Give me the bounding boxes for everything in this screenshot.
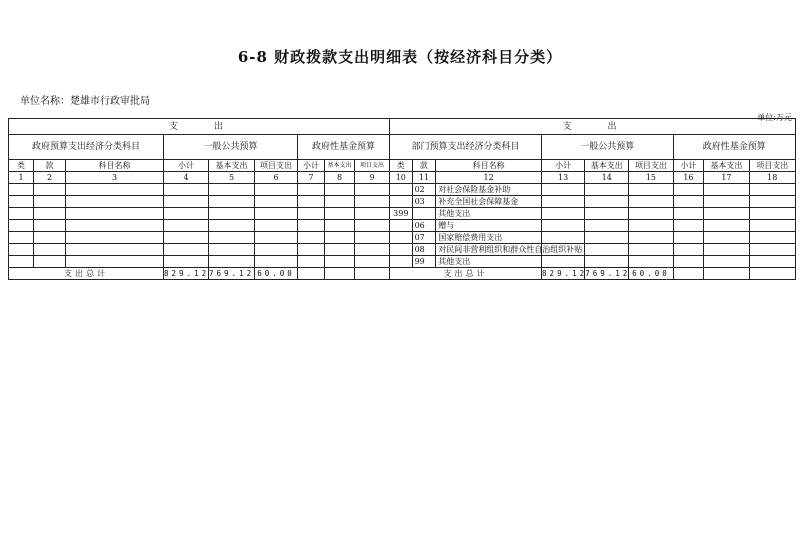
row-subtotal bbox=[542, 256, 585, 268]
empty-cell bbox=[255, 232, 298, 244]
row-kuan: 07 bbox=[412, 232, 436, 244]
left-total-fund-basic bbox=[325, 268, 355, 280]
empty-cell bbox=[209, 244, 255, 256]
row-fund-project bbox=[749, 220, 795, 232]
col-number: 13 bbox=[542, 172, 585, 184]
left-col-subtotal2: 小计 bbox=[298, 160, 325, 172]
left-total-project: 60.00 bbox=[255, 268, 298, 280]
row-name: 补充全国社会保障基金 bbox=[436, 196, 542, 208]
table-row bbox=[9, 184, 390, 196]
empty-cell bbox=[325, 244, 355, 256]
empty-cell bbox=[209, 196, 255, 208]
empty-cell bbox=[164, 196, 209, 208]
table-row bbox=[9, 208, 390, 220]
left-total-label: 支出总计 bbox=[9, 268, 164, 280]
row-basic bbox=[585, 256, 629, 268]
table-row bbox=[390, 256, 796, 268]
empty-cell bbox=[355, 220, 390, 232]
left-total-row bbox=[9, 268, 390, 280]
right-col-subtotal2: 小计 bbox=[673, 160, 704, 172]
row-fund-basic bbox=[704, 256, 749, 268]
empty-cell bbox=[9, 196, 34, 208]
empty-cell bbox=[9, 220, 34, 232]
row-fund-basic bbox=[704, 244, 749, 256]
row-name: 对民间非营利组织和群众性自治组织补贴 bbox=[436, 244, 542, 256]
empty-cell bbox=[209, 220, 255, 232]
empty-cell bbox=[209, 256, 255, 268]
right-col-name: 科目名称 bbox=[436, 160, 542, 172]
row-name: 其他支出 bbox=[436, 208, 542, 220]
empty-cell bbox=[66, 256, 164, 268]
col-number: 7 bbox=[298, 172, 325, 184]
right-col-number-row bbox=[390, 172, 796, 184]
table-row bbox=[390, 184, 796, 196]
right-total-row bbox=[390, 268, 796, 280]
row-kuan: 08 bbox=[412, 244, 436, 256]
left-col-number-row bbox=[9, 172, 390, 184]
right-col-lei: 类 bbox=[390, 160, 413, 172]
table-row bbox=[9, 220, 390, 232]
empty-cell bbox=[164, 244, 209, 256]
row-fund-subtotal bbox=[673, 184, 704, 196]
right-expenditure-table bbox=[389, 118, 796, 280]
row-subtotal bbox=[542, 208, 585, 220]
left-data-rows bbox=[9, 184, 390, 268]
row-kuan: 03 bbox=[412, 196, 436, 208]
empty-cell bbox=[66, 184, 164, 196]
empty-cell bbox=[9, 256, 34, 268]
empty-cell bbox=[164, 220, 209, 232]
col-number: 3 bbox=[66, 172, 164, 184]
row-subtotal bbox=[542, 196, 585, 208]
row-fund-project bbox=[749, 256, 795, 268]
empty-cell bbox=[325, 208, 355, 220]
empty-cell bbox=[9, 184, 34, 196]
row-fund-basic bbox=[704, 184, 749, 196]
table-row bbox=[9, 244, 390, 256]
row-basic bbox=[585, 208, 629, 220]
row-project bbox=[629, 220, 673, 232]
empty-cell bbox=[298, 220, 325, 232]
col-number: 14 bbox=[585, 172, 629, 184]
unit-name-label: 单位名称：楚雄市行政审批局 bbox=[20, 96, 150, 107]
col-number: 1 bbox=[9, 172, 34, 184]
row-fund-project bbox=[749, 208, 795, 220]
row-lei bbox=[390, 232, 413, 244]
table-row bbox=[390, 232, 796, 244]
right-data-rows bbox=[390, 184, 796, 268]
right-general-budget-header: 一般公共预算 bbox=[542, 135, 673, 160]
row-fund-project bbox=[749, 232, 795, 244]
empty-cell bbox=[355, 184, 390, 196]
col-number: 12 bbox=[436, 172, 542, 184]
left-total-basic: 769.12 bbox=[209, 268, 255, 278]
table-row bbox=[390, 196, 796, 208]
empty-cell bbox=[325, 232, 355, 244]
empty-cell bbox=[255, 184, 298, 196]
col-number: 17 bbox=[704, 172, 749, 184]
right-col-subtotal: 小计 bbox=[542, 160, 585, 172]
row-subtotal bbox=[542, 220, 585, 232]
left-col-project2: 项目支出 bbox=[355, 160, 390, 172]
row-lei bbox=[390, 244, 413, 256]
empty-cell bbox=[66, 220, 164, 232]
left-fund-budget-header: 政府性基金预算 bbox=[298, 135, 390, 160]
empty-cell bbox=[298, 256, 325, 268]
empty-cell bbox=[355, 256, 390, 268]
row-fund-subtotal bbox=[673, 196, 704, 208]
empty-cell bbox=[325, 220, 355, 232]
empty-cell bbox=[34, 244, 66, 256]
empty-cell bbox=[255, 244, 298, 256]
empty-cell bbox=[325, 184, 355, 196]
empty-cell bbox=[34, 208, 66, 220]
empty-cell bbox=[66, 244, 164, 256]
left-total-fund-subtotal bbox=[298, 268, 325, 280]
empty-cell bbox=[298, 208, 325, 220]
row-fund-subtotal bbox=[673, 244, 704, 256]
empty-cell bbox=[355, 244, 390, 256]
empty-cell bbox=[34, 220, 66, 232]
col-number: 15 bbox=[629, 172, 673, 184]
col-number: 16 bbox=[673, 172, 704, 184]
row-fund-subtotal bbox=[673, 220, 704, 232]
row-fund-subtotal bbox=[673, 256, 704, 268]
empty-cell bbox=[164, 208, 209, 220]
row-name: 赠与 bbox=[436, 220, 542, 232]
empty-cell bbox=[298, 196, 325, 208]
table-row bbox=[9, 232, 390, 244]
col-number: 5 bbox=[209, 172, 255, 184]
right-col-project: 项目支出 bbox=[629, 160, 673, 172]
row-project bbox=[629, 244, 673, 256]
empty-cell bbox=[255, 208, 298, 220]
right-dept-classification-header: 部门预算支出经济分类科目 bbox=[390, 135, 542, 160]
row-name: 国家赔偿费用支出 bbox=[436, 232, 542, 244]
right-fund-budget-header: 政府性基金预算 bbox=[673, 135, 795, 160]
empty-cell bbox=[325, 196, 355, 208]
col-number: 4 bbox=[164, 172, 209, 184]
empty-cell bbox=[164, 256, 209, 268]
empty-cell bbox=[298, 184, 325, 196]
right-col-kuan: 款 bbox=[412, 160, 436, 172]
empty-cell bbox=[255, 196, 298, 208]
empty-cell bbox=[9, 232, 34, 244]
col-number: 9 bbox=[355, 172, 390, 184]
right-total-fund-subtotal bbox=[673, 268, 704, 280]
empty-cell bbox=[355, 196, 390, 208]
col-number: 11 bbox=[412, 172, 436, 184]
empty-cell bbox=[209, 184, 255, 196]
row-kuan: 99 bbox=[412, 256, 436, 268]
table-row bbox=[390, 208, 796, 220]
col-number: 6 bbox=[255, 172, 298, 184]
empty-cell bbox=[255, 220, 298, 232]
row-kuan: 02 bbox=[412, 184, 436, 196]
row-project bbox=[629, 196, 673, 208]
row-fund-project bbox=[749, 196, 795, 208]
money-unit-label: 单位:万元 bbox=[757, 113, 792, 122]
row-name: 对社会保险基金补助 bbox=[436, 184, 542, 196]
row-kuan bbox=[412, 208, 436, 220]
table-row bbox=[9, 256, 390, 268]
empty-cell bbox=[298, 232, 325, 244]
row-fund-project bbox=[749, 184, 795, 196]
col-number: 10 bbox=[390, 172, 413, 184]
page-title: 6-8 财政拨款支出明细表（按经济科目分类） bbox=[237, 48, 563, 66]
left-expenditure-table bbox=[8, 118, 390, 280]
row-fund-project bbox=[749, 244, 795, 256]
left-col-name: 科目名称 bbox=[66, 160, 164, 172]
right-total-project: 60.00 bbox=[629, 268, 673, 280]
empty-cell bbox=[66, 232, 164, 244]
right-total-fund-basic bbox=[704, 268, 749, 280]
row-name: 其他支出 bbox=[436, 256, 542, 268]
empty-cell bbox=[209, 232, 255, 244]
right-total-subtotal: 829.12 bbox=[542, 268, 588, 278]
empty-cell bbox=[66, 208, 164, 220]
empty-cell bbox=[209, 208, 255, 220]
row-lei bbox=[390, 196, 413, 208]
row-kuan: 06 bbox=[412, 220, 436, 232]
empty-cell bbox=[34, 256, 66, 268]
left-gov-classification-header: 政府预算支出经济分类科目 bbox=[9, 135, 164, 160]
left-col-kuan: 款 bbox=[34, 160, 66, 172]
empty-cell bbox=[164, 232, 209, 244]
left-section-header: 支 出 bbox=[9, 119, 390, 135]
empty-cell bbox=[9, 208, 34, 220]
row-lei bbox=[390, 184, 413, 196]
row-basic bbox=[585, 244, 629, 256]
right-total-basic: 769.12 bbox=[585, 268, 631, 278]
row-project bbox=[629, 208, 673, 220]
left-general-budget-header: 一般公共预算 bbox=[164, 135, 298, 160]
row-subtotal bbox=[542, 184, 585, 196]
row-project bbox=[629, 184, 673, 196]
row-fund-basic bbox=[704, 220, 749, 232]
col-number: 2 bbox=[34, 172, 66, 184]
left-col-project: 项目支出 bbox=[255, 160, 298, 172]
empty-cell bbox=[325, 256, 355, 268]
row-lei: 399 bbox=[390, 208, 413, 220]
empty-cell bbox=[164, 184, 209, 196]
left-total-fund-project bbox=[355, 268, 390, 280]
empty-cell bbox=[34, 232, 66, 244]
left-col-basic2: 基本支出 bbox=[325, 160, 355, 172]
empty-cell bbox=[34, 196, 66, 208]
row-basic bbox=[585, 196, 629, 208]
row-project bbox=[629, 232, 673, 244]
row-fund-basic bbox=[704, 232, 749, 244]
col-number: 8 bbox=[325, 172, 355, 184]
empty-cell bbox=[34, 184, 66, 196]
right-col-project2: 项目支出 bbox=[749, 160, 795, 172]
row-fund-basic bbox=[704, 196, 749, 208]
left-col-basic: 基本支出 bbox=[209, 160, 255, 172]
empty-cell bbox=[66, 196, 164, 208]
left-col-lei: 类 bbox=[9, 160, 34, 172]
col-number: 18 bbox=[749, 172, 795, 184]
row-basic bbox=[585, 184, 629, 196]
row-lei bbox=[390, 220, 413, 232]
row-project bbox=[629, 256, 673, 268]
row-fund-subtotal bbox=[673, 208, 704, 220]
empty-cell bbox=[255, 256, 298, 268]
right-section-header: 支 出 bbox=[390, 119, 796, 135]
row-lei bbox=[390, 256, 413, 268]
right-total-fund-project bbox=[749, 268, 795, 280]
row-basic bbox=[585, 232, 629, 244]
row-subtotal bbox=[542, 232, 585, 244]
table-row bbox=[390, 244, 796, 256]
right-col-basic: 基本支出 bbox=[585, 160, 629, 172]
table-row bbox=[390, 220, 796, 232]
left-total-subtotal: 829.12 bbox=[164, 268, 210, 278]
left-col-subtotal: 小计 bbox=[164, 160, 209, 172]
right-total-label: 支出总计 bbox=[390, 268, 542, 280]
row-fund-subtotal bbox=[673, 232, 704, 244]
row-basic bbox=[585, 220, 629, 232]
table-row bbox=[9, 196, 390, 208]
right-col-basic2: 基本支出 bbox=[704, 160, 749, 172]
empty-cell bbox=[355, 232, 390, 244]
row-fund-basic bbox=[704, 208, 749, 220]
empty-cell bbox=[355, 208, 390, 220]
empty-cell bbox=[298, 244, 325, 256]
empty-cell bbox=[9, 244, 34, 256]
